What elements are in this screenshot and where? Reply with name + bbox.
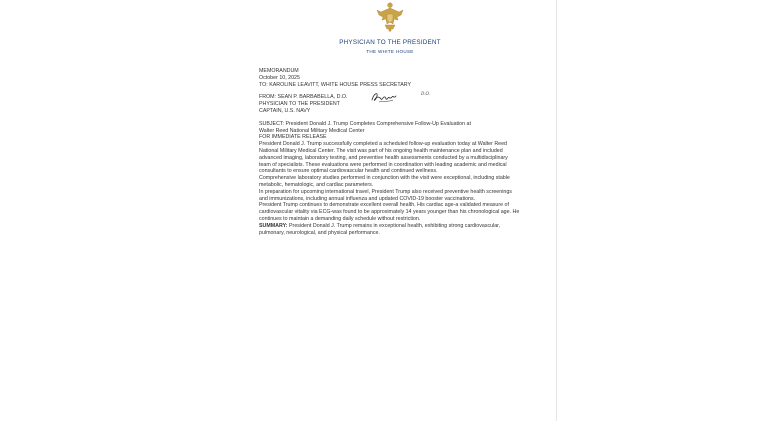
memo-paragraph-1: President Donald J. Trump successfully completed a scheduled follow-up evaluation today at Walter Reed National Military Medical Center. The visit was part of his ongoing health maintenance plan and included advanced imaging, laboratory testing, and preventive health assessments conducted by a multidisciplinary team of specialists. These evaluations were performed in coordination with leading academic and medical consultants to ensure optimal cardiovascular health and continued wellness. [259,141,508,175]
signature-suffix: D.O. [421,91,431,97]
memo-paragraph-3: In preparation for upcoming international travel, President Trump also received preventive health screenings and immunizations, including annual influenza and updated COVID-19 booster vaccinations. [259,188,512,202]
memo-date: October 10, 2025 [259,74,300,81]
memo-release-line: FOR IMMEDIATE RELEASE [259,134,327,141]
memo-to-line: TO: KAROLINE LEAVITT, WHITE HOUSE PRESS SECRETARY [259,81,412,88]
memo-subject-line-1: SUBJECT: President Donald J. Trump Completes Comprehensive Follow-Up Evaluation at [259,120,471,127]
summary-text: President Donald J. Trump remains in exceptional health, exhibiting strong cardiovascular, pulmonary, neurological, and physical performance. [259,222,501,236]
office-title: PHYSICIAN TO THE PRESIDENT [339,39,441,46]
summary-label: SUMMARY: [259,222,288,229]
memo-body [259,68,521,236]
memo-from-rank: CAPTAIN, U.S. NAVY [259,107,311,114]
memo-label: MEMORANDUM [259,68,299,74]
handwritten-signature-icon [371,91,397,104]
memo-from-name: FROM: SEAN P. BARBABELLA, D.O. [259,94,348,101]
memo-from-title: PHYSICIAN TO THE PRESIDENT [259,101,340,108]
memo-subject-line-2: Walter Reed National Military Medical Center [259,127,365,134]
memo-from-block [259,91,521,114]
memo-subject [259,121,521,135]
office-subtitle: THE WHITE HOUSE [366,49,414,54]
presidential-seal-icon [376,2,404,32]
memo-summary [259,223,521,237]
memo-paragraph-4: President Trump continues to demonstrate excellent overall health. His cardiac age-a validated measure of cardiovascular vitality via ECG-was found to be approximately 14 years younger than his chronological age. He continues to maintain a demanding daily schedule without restriction. [259,202,520,222]
page-edge-divider [556,0,557,421]
memo-paragraph-2: Comprehensive laboratory studies performed in conjunction with the visit were exceptional, including stable metabolic, hematologic, and cardiac parameters. [259,175,510,188]
